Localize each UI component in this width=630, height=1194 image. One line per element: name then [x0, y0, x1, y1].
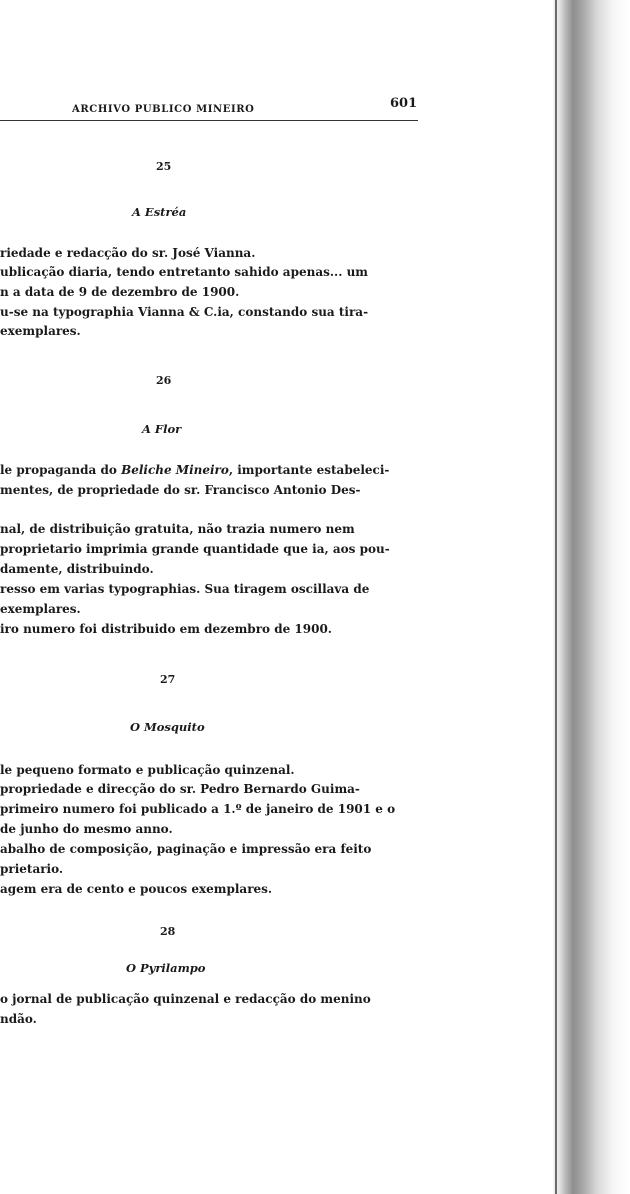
text-line: ublicação diaria, tendo entretanto sahido apenas... um [0, 265, 368, 279]
entry-title: A Estréa [132, 205, 187, 219]
text-line: nal, de distribuição gratuita, não trazia numero nem [0, 522, 355, 536]
text-line: resso em varias typographias. Sua tiragem oscillava de [0, 582, 370, 596]
text-line: mentes, de propriedade do sr. Francisco Antonio Des- [0, 483, 361, 497]
book-spine-shadow [553, 0, 630, 1194]
text-line: n a data de 9 de dezembro de 1900. [0, 285, 240, 299]
text-line: primeiro numero foi publicado a 1.º de janeiro de 1901 e o [0, 802, 396, 816]
entry-title: O Mosquito [130, 720, 205, 734]
text-line: damente, distribuindo. [0, 562, 154, 576]
text-line: propriedade e direcção do sr. Pedro Bernardo Guima- [0, 782, 360, 796]
entry-title: A Flor [142, 422, 182, 436]
text-line: o jornal de publicação quinzenal e redacção do menino [0, 992, 371, 1006]
entry-number: 28 [160, 925, 176, 938]
text-line: de junho do mesmo anno. [0, 822, 173, 836]
text-line: exemplares. [0, 324, 81, 338]
text-line: le pequeno formato e publicação quinzenal. [0, 763, 295, 777]
page-header [0, 96, 418, 126]
text-line: prietario. [0, 862, 64, 876]
text-line: ndão. [0, 1012, 37, 1026]
text-line: proprietario imprimia grande quantidade que ia, aos pou- [0, 542, 390, 556]
text-line: exemplares. [0, 602, 81, 616]
text-line: u-se na typographia Vianna & C.ia, constando sua tira- [0, 305, 369, 319]
entry-number: 26 [156, 374, 172, 387]
text-line: agem era de cento e poucos exemplares. [0, 882, 273, 896]
text-line: iro numero foi distribuido em dezembro de 1900. [0, 622, 332, 636]
text-line: abalho de composição, paginação e impressão era feito [0, 842, 372, 856]
running-title: ARCHIVO PUBLICO MINEIRO [72, 104, 255, 115]
page-number: 601 [390, 96, 418, 111]
entry-title: O Pyrilampo [126, 961, 206, 975]
page-edge-line [555, 0, 557, 1194]
entry-number: 27 [160, 673, 176, 686]
text-line: le propaganda do Beliche Mineiro, importante estabeleci- [0, 463, 390, 477]
header-rule [0, 120, 418, 121]
text-line: riedade e redacção do sr. José Vianna. [0, 246, 256, 260]
entry-number: 25 [156, 160, 172, 173]
